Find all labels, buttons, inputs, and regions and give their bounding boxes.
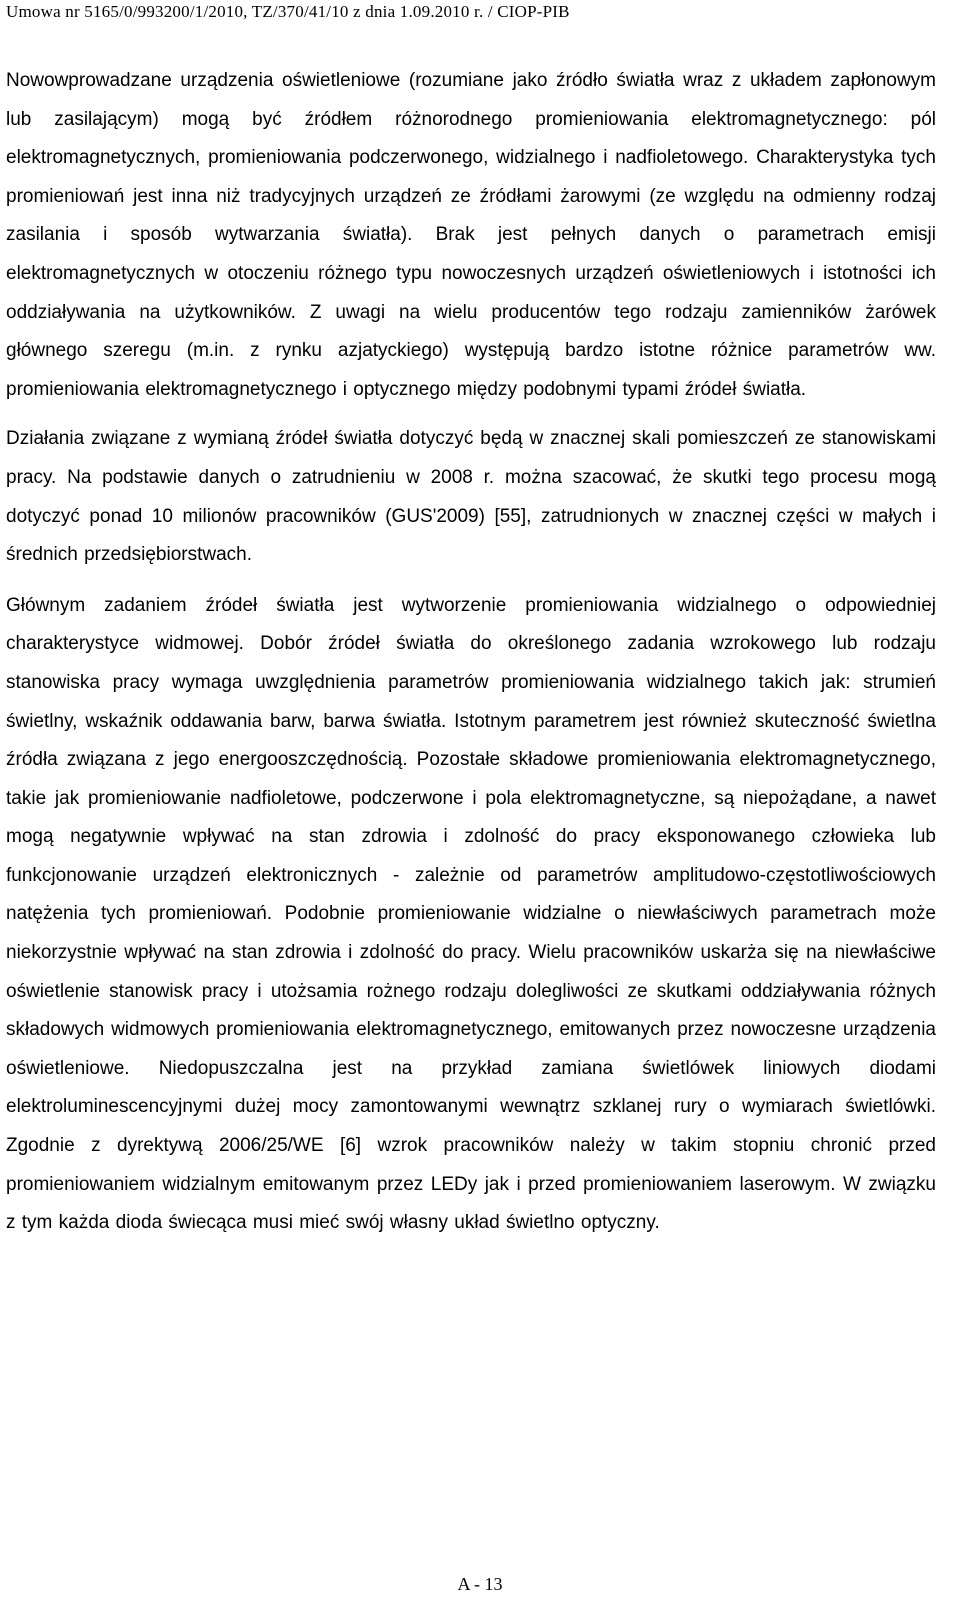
paragraph: Nowowprowadzane urządzenia oświetleniowe (rozumiane jako źródło światła wraz z układem zapłonowym lub zasilającym) mogą być źródłem różnorodnego promieniowania elektromagnetycznego: pól elektromagnetycznych, promieniowania podczerwonego, widzialnego i nadfioletowego. Charakterystyka tych promieniowań jest inna niż tradycyjnych urządzeń ze źródłami żarowymi (ze względu na odmienny rodzaj zasilania i sposób wytwarzania światła). Brak jest pełnych danych o parametrach emisji elektromagnetycznych w otoczeniu różnego typu nowoczesnych urządzeń oświetleniowych i istotności ich oddziaływania na użytkowników. Z uwagi na wielu producentów tego rodzaju zamienników żarówek głównego szeregu (m.in. z rynku azjatyckiego) występują bardzo istotne różnice parametrów ww. promieniowania elektromagnetycznego i optycznego między podobnymi typami źródeł światła.: [6, 70, 936, 400]
page-number: A - 13: [457, 1574, 503, 1594]
paragraph: Działania związane z wymianą źródeł światła dotyczyć będą w znacznej skali pomieszczeń ze stanowiskami pracy. Na podstawie danych o zatrudnieniu w 2008 r. można szacować, że skutki tego procesu mogą dotyczyć ponad 10 milionów pracowników (GUS'2009) [55], zatrudnionych w znacznej części w małych i średnich przedsiębiorstwach.: [6, 428, 936, 566]
document-body: [6, 62, 936, 1243]
paragraph: Głównym zadaniem źródeł światła jest wytworzenie promieniowania widzialnego o odpowiedniej charakterystyce widmowej. Dobór źródeł światła do określonego zadania wzrokowego lub rodzaju stanowiska pracy wymaga uwzględnienia parametrów promieniowania widzialnego takich jak: strumień świetlny, wskaźnik oddawania barw, barwa światła. Istotnym parametrem jest również skuteczność świetlna źródła związana z jego energooszczędnością. Pozostałe składowe promieniowania elektromagnetycznego, takie jak promieniowanie nadfioletowe, podczerwone i pola elektromagnetyczne, są niepożądane, a nawet mogą negatywnie wpływać na stan zdrowia i zdolność do pracy eksponowanego człowieka lub funkcjonowanie urządzeń elektronicznych - zależnie od parametrów amplitudowo-częstotliwościowych natężenia tych promieniowań. Podobnie promieniowanie widzialne o niewłaściwych parametrach może niekorzystnie wpływać na stan zdrowia i zdolność do pracy. Wielu pracowników uskarża się na niewłaściwe oświetlenie stanowisk pracy i utożsamia rożnego rodzaju dolegliwości ze skutkami oddziaływania różnych składowych widmowych promieniowania elektromagnetycznego, emitowanych przez nowoczesne urządzenia oświetleniowe. Niedopuszczalna jest na przykład zamiana świetlówek liniowych diodami elektroluminescencyjnymi dużej mocy zamontowanymi wewnątrz szklanej rury o wymiarach świetlówki. Zgodnie z dyrektywą 2006/25/WE [6] wzrok pracowników należy w takim stopniu chronić przed promieniowaniem widzialnym emitowanym przez LEDy jak i przed promieniowaniem laserowym. W związku z tym każda dioda świecąca musi mieć swój własny układ świetlno optyczny.: [6, 594, 936, 1234]
running-header: Umowa nr 5165/0/993200/1/2010, TZ/370/41/10 z dnia 1.09.2010 r. / CIOP-PIB: [6, 2, 570, 21]
